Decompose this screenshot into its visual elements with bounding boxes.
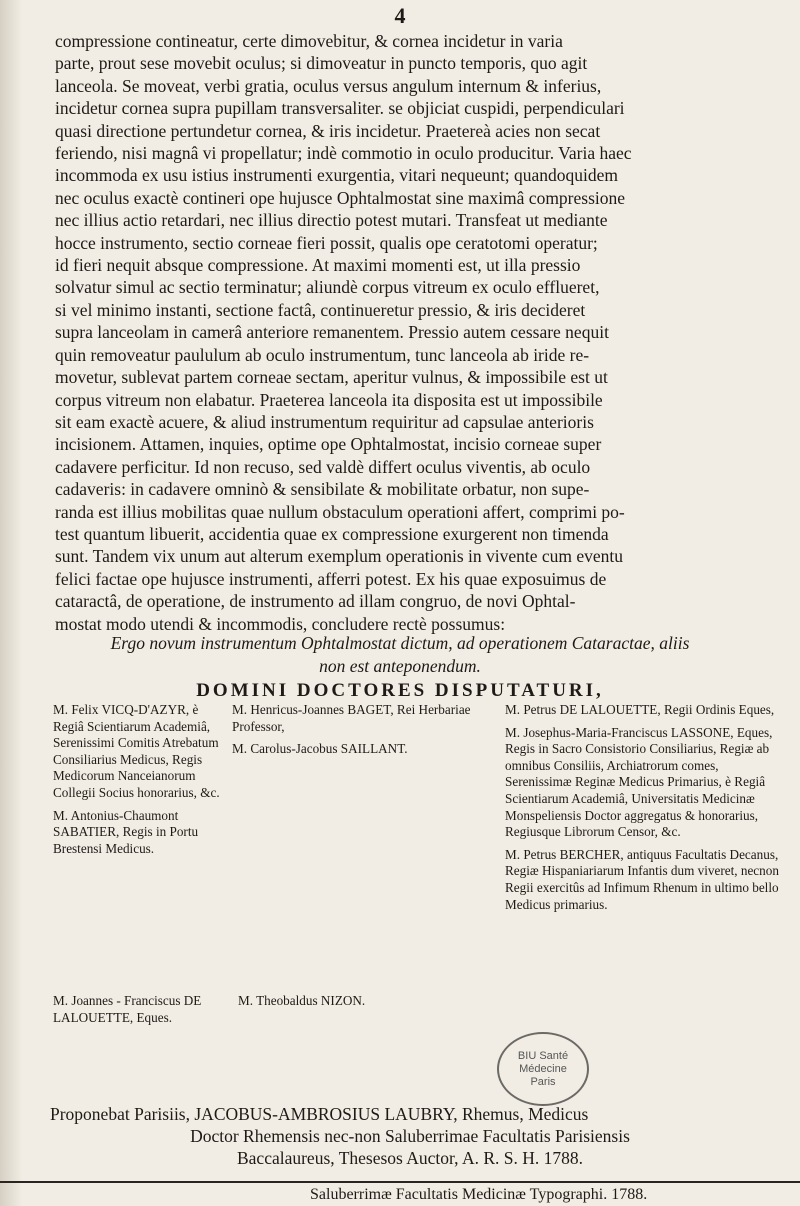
body-line: feriendo, nisi magnâ vi propellatur; indè commotio in oculo producitur. Varia haec [55, 143, 632, 164]
body-line: nec illius actio retardari, nec illius directio potest mutari. Transfeat ut mediante [55, 210, 608, 231]
disputant-entry: M. Joannes - Franciscus DE LALOUETTE, Eques. [53, 993, 202, 1025]
body-line: incommoda ex usu istius instrumenti exurgentia, vitari nequeunt; quandoquidem [55, 165, 618, 186]
body-line: lanceola. Se moveat, verbi gratia, oculus versus angulum internum & inferius, [55, 75, 602, 96]
proponent-line: Doctor Rhemensis nec-non Saluberrimae Facultatis Parisiensis [190, 1126, 630, 1146]
disputant-entry: M. Josephus-Maria-Franciscus LASSONE, Eques, Regis in Sacro Consistorio Consiliarius, Regiæ ab omnibus Consiliis, Archiatrorum comes, Serenissimæ Reginæ Medicus Primarius, è Regiâ Scientiarum Academiâ, Universitatis Medicinæ Monspeliensis Doctor aggregatus & honorarius, Regiusque Librorum Censor, &c. [505, 724, 773, 840]
body-line: quasi directione pertundetur cornea, & iris incidetur. Praetereà acies non secat [55, 120, 601, 141]
disputant-entry: M. Felix VICQ-D'AZYR, è Regiâ Scientiarum Academiâ, Serenissimi Comitis Atrebatum Consiliarius Medicus, Regis Medicorum Nanceianorum Collegii Socius honorarius, &c. [53, 702, 220, 800]
page-number: 4 [394, 3, 406, 28]
disputant-entry: M. Antonius-Chaumont SABATIER, Regis in Portu Brestensi Medicus. [53, 807, 199, 856]
body-line: id fieri nequit absque compressione. At maximi momenti est, ut illa pressio [55, 255, 581, 276]
conclusion-line: non est anteponendum. [319, 656, 481, 676]
body-line: sit eam exactè acuere, & aliud instrumentum requiritur ad capsulae anterioris [55, 411, 594, 432]
disputants-column-right [505, 702, 780, 919]
proponent-block [50, 1103, 770, 1169]
disputants-column-left-lower [53, 993, 228, 1032]
body-line: quin removeatur paululum ab oculo instrumentum, tunc lanceola ab iride re- [55, 344, 590, 365]
body-line: solvatur simul ac sectio terminatur; aliundè corpus vitreum ex oculo efflueret, [55, 277, 600, 298]
proponent-line: Proponebat Parisiis, JACOBUS-AMBROSIUS LAUBRY, Rhemus, Medicus [50, 1104, 589, 1124]
disputant-entry: M. Theobaldus NIZON. [238, 993, 366, 1008]
body-line: nec oculus exactè contineri ope hujusce Ophtalmostat sine maximâ compressione [55, 187, 626, 208]
body-text [55, 30, 770, 635]
body-line: corpus vitreum non elabatur. Praeterea lanceola ita disposita est ut impossibile [55, 389, 603, 410]
printer-imprint: Saluberrimæ Facultatis Medicinæ Typographi. 1788. [0, 1181, 800, 1206]
conclusion-line: Ergo novum instrumentum Ophtalmostat dictum, ad operationem Cataractae, aliis [110, 633, 690, 653]
body-line: randa est illius mobilitas quae nullum obstaculum operationi affert, comprimi po- [55, 501, 625, 522]
proponent-line: Baccalaureus, Thesesos Auctor, A. R. S. H. 1788. [236, 1148, 583, 1168]
page-edge-shadow [0, 0, 22, 1206]
body-line: cataractâ, de operatione, de instrumento ad illam congruo, de novi Ophtal- [55, 591, 576, 612]
body-line: parte, prout sese movebit oculus; si dimoveatur in puncto temporis, quo agit [55, 53, 588, 74]
body-line: cadaveris: in cadavere omninò & sensibilate & mobilitate orbatur, non supe- [55, 479, 590, 500]
body-line: sunt. Tandem vix unum aut alterum exemplum operationis in vivente cum eventu [55, 546, 624, 567]
body-line: supra lanceolam in camerâ anteriore remanentem. Pressio autem cessare nequit [55, 322, 609, 343]
body-line: incidetur cornea supra pupillam transversaliter. se objiciat cuspidi, perpendiculari [55, 98, 625, 119]
body-line: mostat modo utendi & incommodis, concludere rectè possumus: [55, 613, 506, 634]
body-line: si vel minimo instanti, sectione factâ, continueretur pressio, & iris decideret [55, 299, 586, 320]
library-stamp [497, 1032, 589, 1106]
disputant-entry: M. Henricus-Joannes BAGET, Rei Herbariae Professor, [232, 702, 471, 734]
body-line: felici factae ope hujusce instrumenti, afferri potest. Ex his quae exposuimus de [55, 568, 607, 589]
disputants-column-middle-lower [238, 993, 478, 1016]
disputants-column-middle [232, 702, 477, 764]
body-line: hocce instrumento, sectio corneae fieri possit, qualis ope ceratotomi operatur; [55, 232, 598, 253]
body-line: cadavere perficitur. Id non recuso, sed valdè differt oculus viventis, ab oculo [55, 456, 591, 477]
stamp-line: Médecine [519, 1062, 567, 1075]
body-line: incisionem. Attamen, inquies, optime ope Ophtalmostat, incisio corneae super [55, 434, 602, 455]
stamp-line: BIU Santé [517, 1049, 569, 1062]
stamp-line: Paris [530, 1075, 556, 1088]
disputant-entry: M. Petrus BERCHER, antiquus Facultatis Decanus, Regiæ Hispaniariarum Infantis dum viveret, necnon Regii exercitûs ad Infimum Rhenum in ultimo bello Medicus primarius. [505, 846, 779, 912]
disputants-heading: DOMINI DOCTORES DISPUTATURI, [196, 680, 604, 701]
body-line: movetur, sublevat partem corneae sectam, aperitur vulnus, & impossibile est ut [55, 367, 608, 388]
disputants-column-left [53, 702, 228, 863]
disputant-entry: M. Petrus DE LALOUETTE, Regii Ordinis Eques, [505, 702, 775, 717]
body-line: compressione contineatur, certe dimovebitur, & cornea incidetur in varia [55, 31, 563, 51]
body-line: test quantum libuerit, accidentia quae ex compressione exurgerent non timenda [55, 523, 609, 544]
disputant-entry: M. Carolus-Jacobus SAILLANT. [232, 741, 408, 757]
